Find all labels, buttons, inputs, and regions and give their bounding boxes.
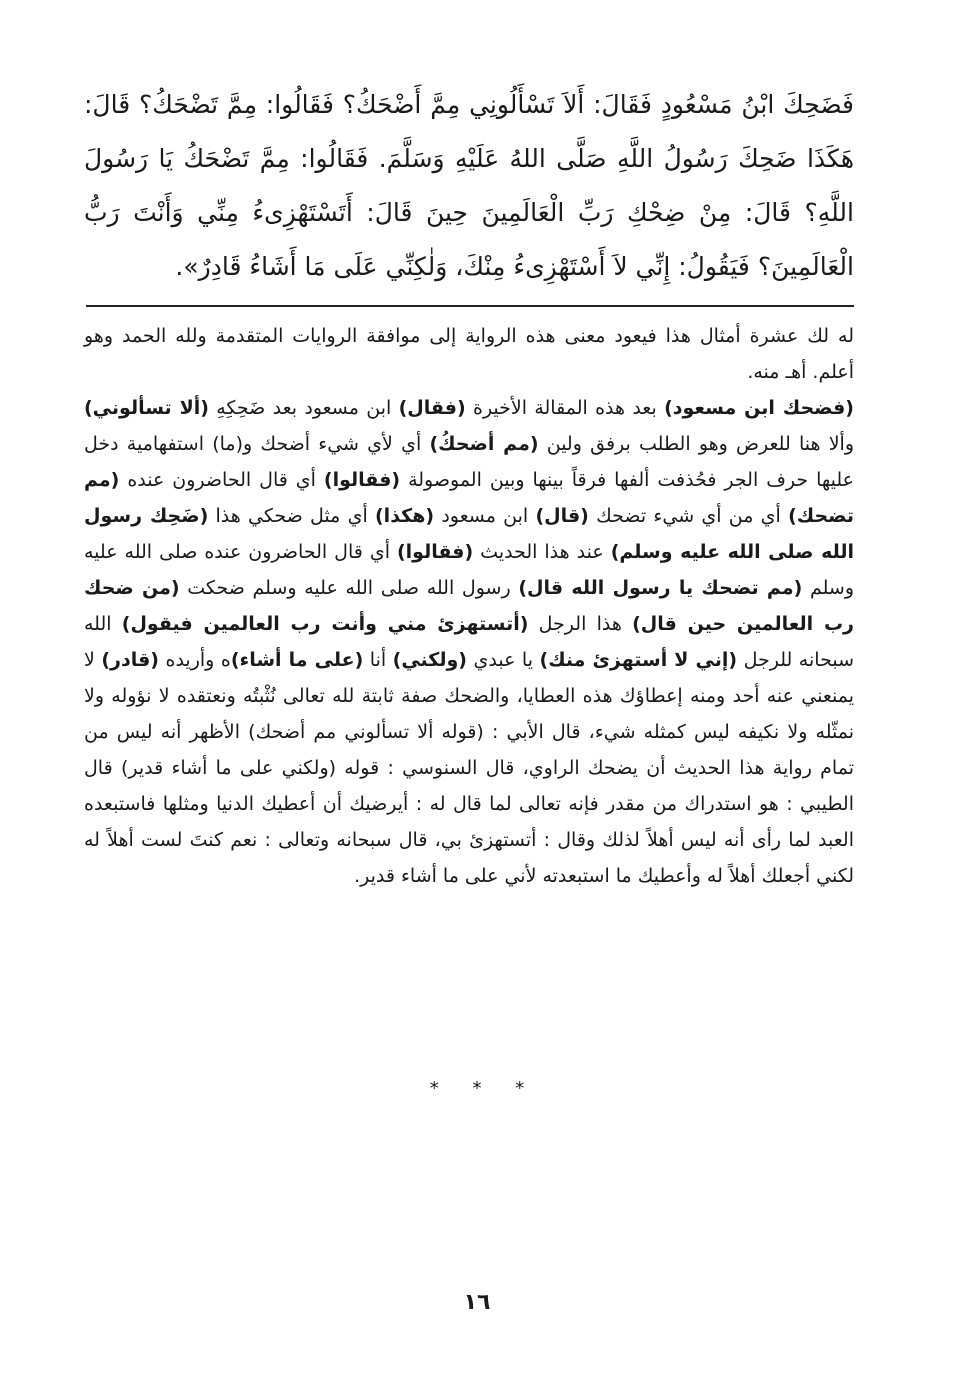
commentary-text-run: لا يمنعني عنه أحد ومنه إعطاؤك هذه العطايا، والضحك صفة ثابتة لله تعالى نُثْبتُه ونعتقده لا نؤوله ولا نمثّله ولا نكيفه ليس كمثله شيء، قال الأبي : (قوله ألا تسألوني مم أضحك) الأظهر أنه ليس من تمام رواية هذا الحديث أن يضحك الراوي، قال السنوسي : قوله (ولكني على ما أشاء قدير) قال الطيبي : هو استدراك من مقدر فإنه تعالى لما قال له : أيرضيك أن أعطيك الدنيا ومثلها فاستبعده العبد لما رأى أنه ليس أهلاً لذلك وقال : أتستهزئ بي، قال سبحانه وتعالى : نعم كنتَ لست أهلاً له لكني أجعلك أهلاً له وأعطيك ما استبعدته لأني على ما أشاء قدير. [84,649,854,887]
commentary-text-run: هذا الرجل [528,613,633,635]
commentary-text-run: أنا [363,649,393,671]
divider-star: * [515,1078,525,1099]
commentary-text-run: وألا هنا للعرض وهو الطلب برفق ولين [538,433,854,455]
commentary-quoted-phrase: (فقالوا) [323,469,401,491]
commentary-quoted-phrase: (إني لا أستهزئ منك) [539,649,738,671]
commentary-quoted-phrase: (ضَحِك رسول الله صلى الله عليه وسلم) [84,505,854,563]
commentary-quoted-phrase: (فقال) [398,397,466,419]
commentary-quoted-phrase: (فقالوا) [396,541,474,563]
commentary-quoted-phrase: (على ما أشاء) [230,649,364,671]
commentary-paragraph-2 [84,390,854,894]
commentary-text-run: أي قال الحاضرون عنده [119,469,324,491]
commentary-quoted-phrase: (مم تضحك يا رسول الله قال) [518,577,803,599]
commentary-text-run: أي مثل ضحكي هذا [208,505,375,527]
commentary-text-run: يا عبدي [466,649,540,671]
commentary-quoted-phrase: (مم أضحكُ) [429,433,539,455]
commentary-quoted-phrase: (فضحك ابن مسعود) [664,397,854,419]
commentary-quoted-phrase: (أتستهزئ مني وأنت رب العالمين فيقول) [121,613,529,635]
commentary-text-run: أي قال الحاضرون عنده صلى الله عليه وسلم [84,541,855,599]
footnote-separator-rule [86,305,854,307]
commentary-quoted-phrase: (قال) [535,505,589,527]
commentary-text-run: عند هذا الحديث [473,541,611,563]
commentary-quoted-phrase: (ألا تسألوني) [84,397,209,419]
commentary-text-run: أي من أي شيء تضحك [588,505,789,527]
page-number: ١٦ [463,1290,491,1315]
commentary-text-run: بعد هذه المقالة الأخيرة [465,397,665,419]
commentary-text-run: أي لأي شيء أضحك و(ما) استفهامية دخل عليها حرف الجر فحُذفت ألفها فرقاً بينها وبين الموصولة [84,433,854,491]
divider-star: * [429,1078,439,1099]
commentary-quoted-phrase: (قادر) [101,649,159,671]
commentary-text-run: ابن مسعود بعد ضَحِكِهِ [208,397,399,419]
commentary-quoted-phrase: (مم تضحك) [84,469,854,527]
commentary-text-run: رسول الله صلى الله عليه وسلم ضحكت [179,577,519,599]
commentary-paragraph-1: له لك عشرة أمثال هذا فيعود معنى هذه الرواية إلى موافقة الروايات المتقدمة ولله الحمد وهو أعلم. أهـ منه. [84,325,854,383]
commentary-section [84,318,854,894]
section-divider-stars [0,1078,954,1099]
commentary-text-run: الله سبحانه للرجل [84,613,854,671]
divider-star: * [472,1078,482,1099]
hadith-text: فَضَحِكَ ابْنُ مَسْعُودٍ فَقَالَ: أَلاَ تَسْأَلُونِي مِمَّ أَضْحَكُ؟ فَقَالُوا: مِمَّ تَضْحَكُ؟ قَالَ: هَكَذَا ضَحِكَ رَسُولُ اللَّهِ صَلَّى اللهُ عَلَيْهِ وَسَلَّمَ. فَقَالُوا: مِمَّ تَضْحَكُ يَا رَسُولَ اللَّهِ؟ قَالَ: مِنْ ضِحْكِ رَبِّ الْعَالَمِينَ حِينَ قَالَ: أَتَسْتَهْزِىءُ مِنِّي وَأَنْتَ رَبُّ الْعَالَمِينَ؟ فَيَقُولُ: إِنِّي لاَ أَسْتَهْزِىءُ مِنْكَ، وَلٰكِنِّي عَلَى مَا أَشَاءُ قَادِرٌ». [84,90,854,281]
commentary-text-run: ابن مسعود [434,505,536,527]
commentary-quoted-phrase: (هكذا) [375,505,435,527]
commentary-text-run: ه وأريده [159,649,231,671]
commentary-quoted-phrase: (من ضحك رب العالمين حين قال) [84,577,854,635]
commentary-quoted-phrase: (ولكني) [392,649,467,671]
